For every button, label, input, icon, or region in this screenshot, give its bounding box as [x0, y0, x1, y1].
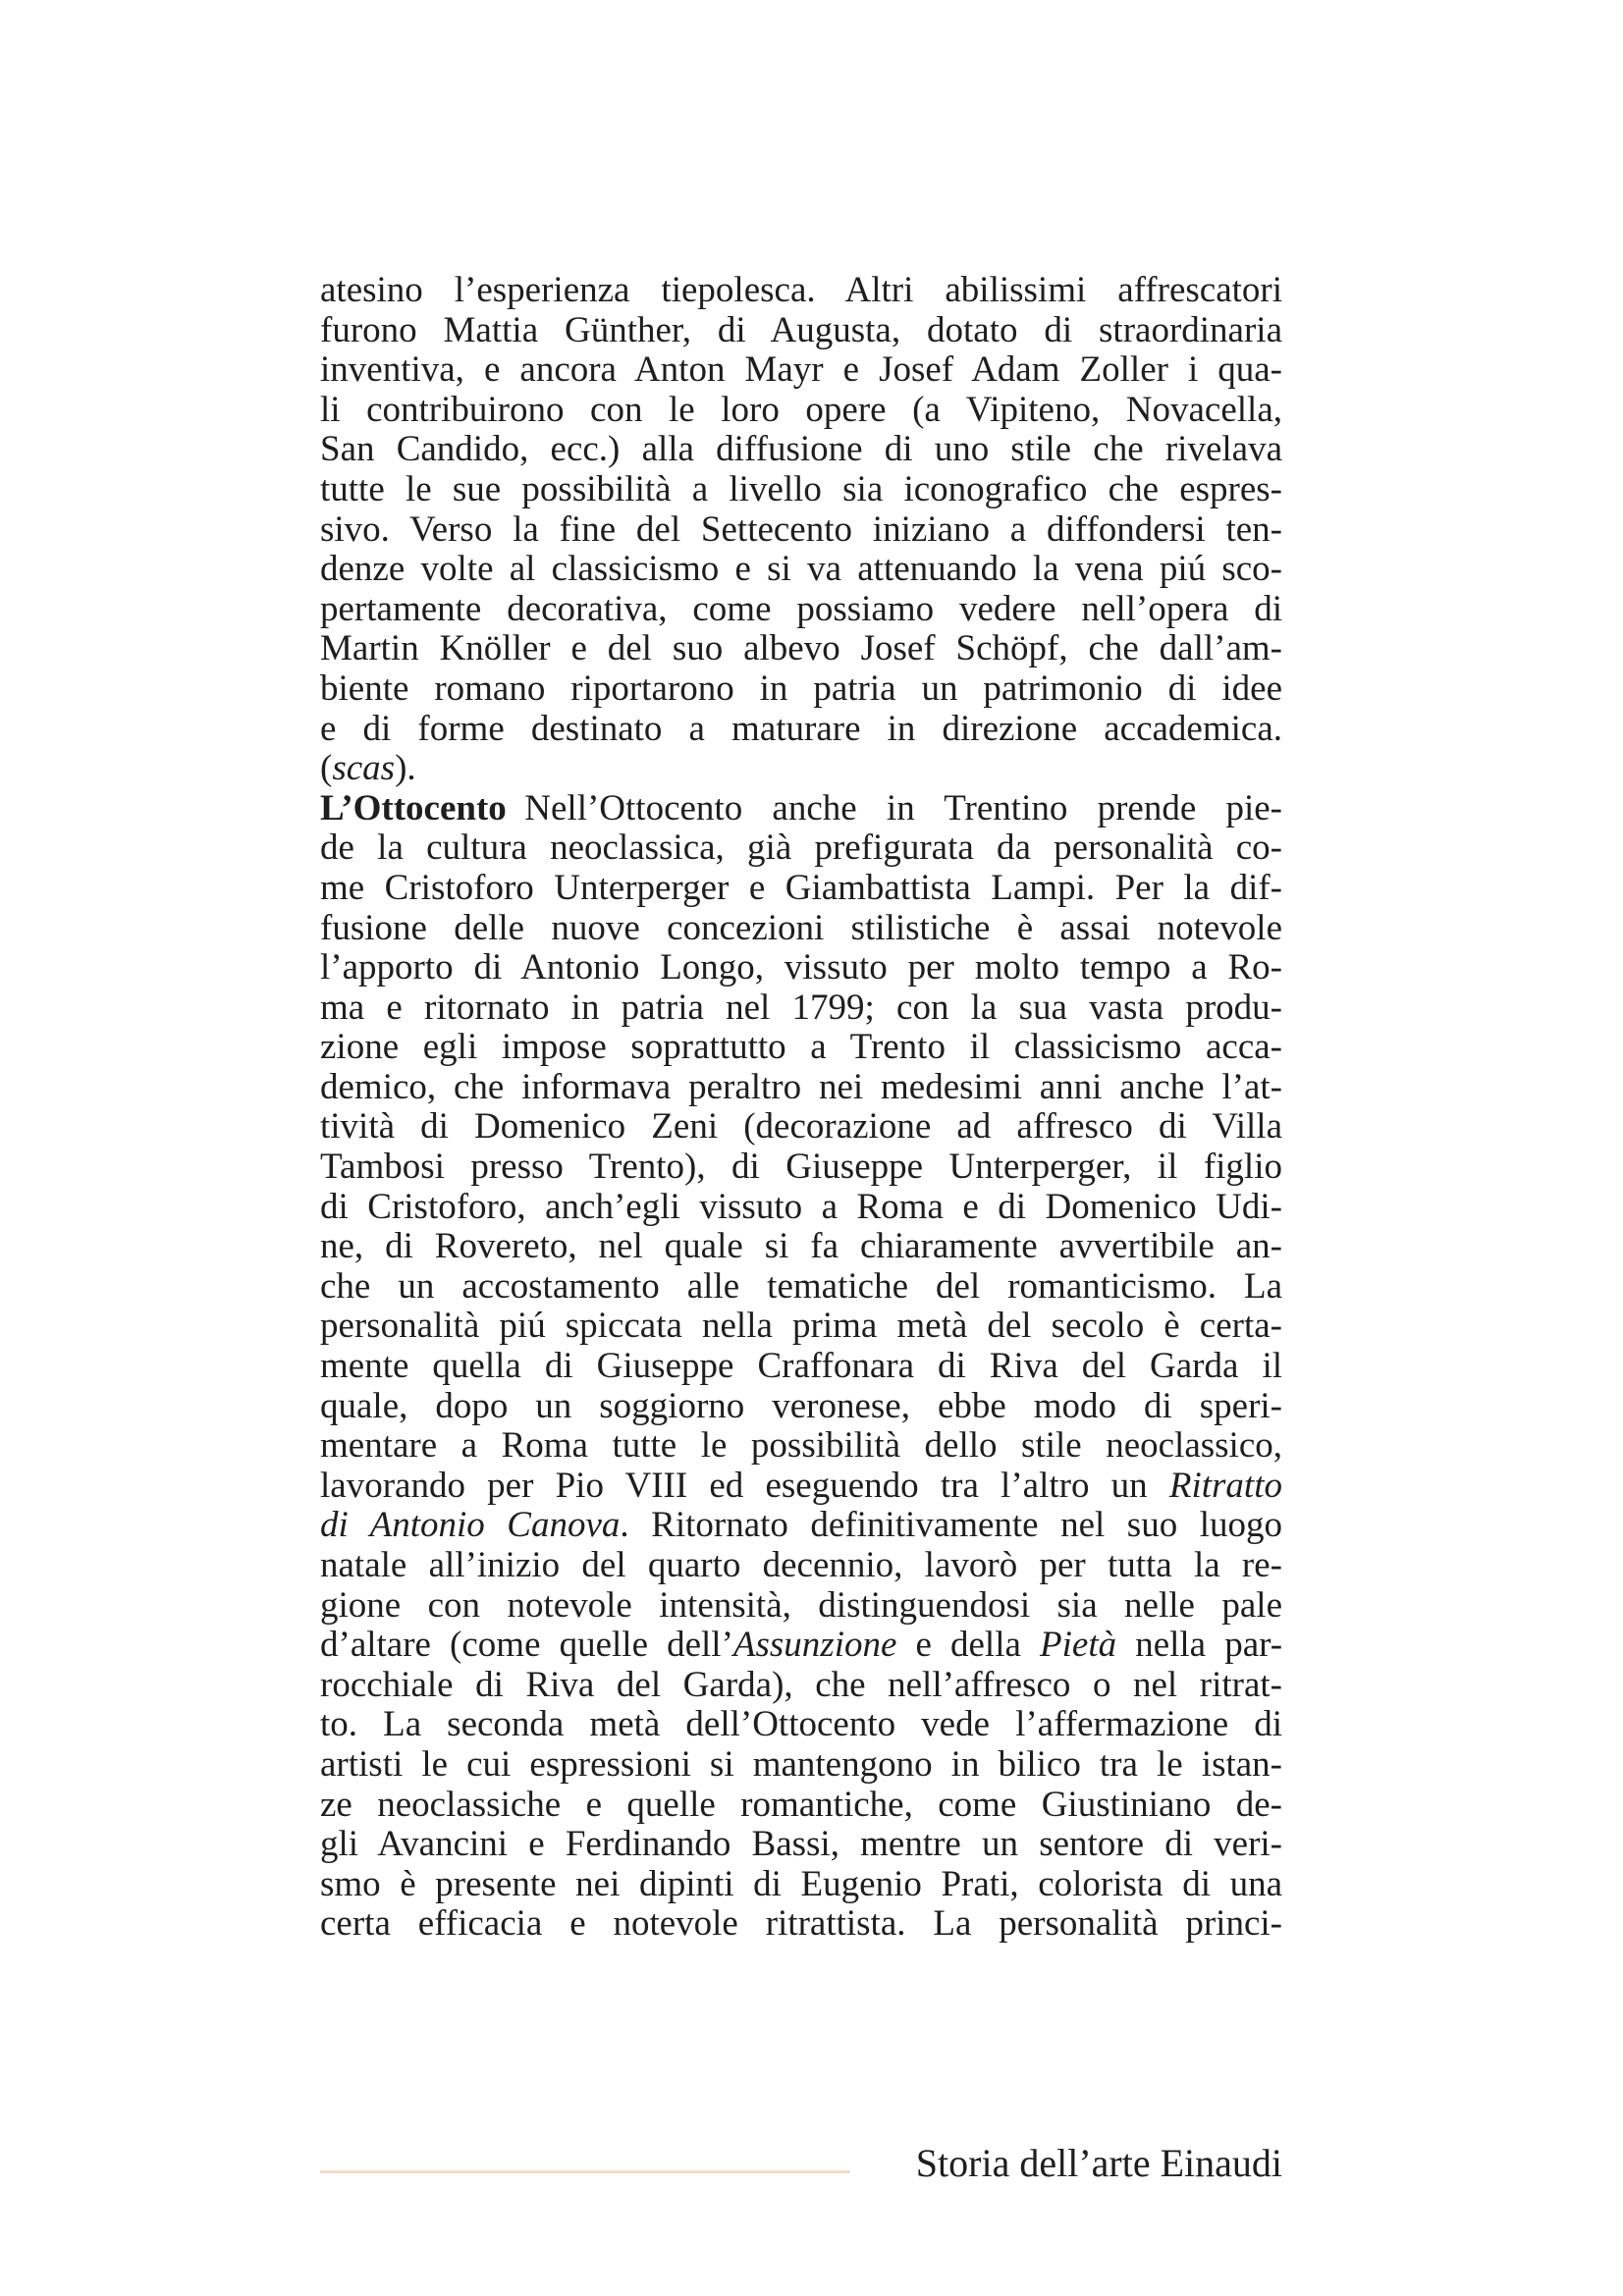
text-line: natale all’inizio del quarto decennio, lavorò per tutta la re-	[320, 1545, 1282, 1585]
text-line: me Cristoforo Unterperger e Giambattista Lampi. Per la dif-	[320, 867, 1282, 908]
text-line: che un accostamento alle tematiche del romanticismo. La	[320, 1265, 1282, 1307]
text-line	[320, 1506, 1282, 1546]
line-text: nella par-	[1116, 1625, 1283, 1666]
text-line: ze neoclassiche e quelle romantiche, come Giustiniano de-	[320, 1784, 1282, 1825]
line-text: (	[320, 748, 333, 789]
text-line: ne, di Rovereto, nel quale si fa chiaramente avvertibile an-	[320, 1226, 1282, 1267]
text-line: furono Mattia Günther, di Augusta, dotato di straordinaria	[320, 309, 1282, 350]
italic-title: Pietà	[1040, 1625, 1117, 1666]
body-text	[320, 271, 1282, 1945]
italic-text: scas	[332, 748, 396, 789]
text-line: sivo. Verso la fine del Settecento iniziano a diffondersi ten-	[320, 508, 1282, 550]
text-line: zione egli impose soprattutto a Trento il classicismo acca-	[320, 1027, 1282, 1068]
text-line: demico, che informava peraltro nei medesimi anni anche l’at-	[320, 1066, 1282, 1107]
text-line: biente romano riportarono in patria un patrimonio di idee	[320, 667, 1282, 709]
text-line: denze volte al classicismo e si va attenuando la vena piú sco-	[320, 549, 1282, 590]
text-line: quale, dopo un soggiorno veronese, ebbe modo di speri-	[320, 1385, 1282, 1426]
footer-title: Storia dell’arte Einaudi	[915, 2141, 1282, 2185]
line-text: lavorando per Pio VIII ed eseguendo tra l’altro un	[320, 1465, 1169, 1506]
text-line: l’apporto di Antonio Longo, vissuto per molto tempo a Ro-	[320, 947, 1282, 988]
text-line: certa efficacia e notevole ritrattista. La personalità princi-	[320, 1903, 1282, 1945]
italic-text: di Antonio Canova	[320, 1505, 621, 1546]
text-line: pertamente decorativa, come possiamo vedere nell’opera di	[320, 588, 1282, 629]
text-line: tutte le sue possibilità a livello sia iconografico che espres-	[320, 468, 1282, 509]
line-text: d’altare (come quelle dell’	[320, 1625, 733, 1666]
text-line: gli Avancini e Ferdinando Bassi, mentre un sentore di veri-	[320, 1824, 1282, 1865]
text-line: artisti le cui espressioni si mantengono in bilico tra le istan-	[320, 1743, 1282, 1785]
footer-rule	[320, 2170, 850, 2173]
text-line	[320, 749, 1282, 789]
text-line: di Cristoforo, anch’egli vissuto a Roma e di Domenico Udi-	[320, 1186, 1282, 1227]
line-text: . Ritornato definitivamente nel suo luogo	[620, 1505, 1282, 1546]
text-line	[320, 1626, 1282, 1666]
text-line: mentare a Roma tutte le possibilità dello stile neoclassico,	[320, 1425, 1282, 1467]
italic-title: Assunzione	[732, 1625, 897, 1666]
text-line: rocchiale di Riva del Garda), che nell’affresco o nel ritrat-	[320, 1664, 1282, 1705]
text-line	[320, 1467, 1282, 1507]
text-line: San Candido, ecc.) alla diffusione di uno stile che rivelava	[320, 429, 1282, 470]
text-line: gione con notevole intensità, distinguendosi sia nelle pale	[320, 1584, 1282, 1626]
text-line: li contribuirono con le loro opere (a Vipiteno, Novacella,	[320, 389, 1282, 430]
italic-text: Ritratto	[1168, 1465, 1282, 1506]
line-text: ).	[395, 748, 416, 789]
line-text: Nell’Ottocento anche in Trentino prende pie-	[524, 787, 1282, 828]
text-line: Tambosi presso Trento), di Giuseppe Unterperger, il figlio	[320, 1147, 1282, 1188]
text-line: de la cultura neoclassica, già prefigurata da personalità co-	[320, 828, 1282, 869]
text-line: e di forme destinato a maturare in direzione accademica.	[320, 708, 1282, 749]
text-line: personalità piú spiccata nella prima metà del secolo è certa-	[320, 1306, 1282, 1347]
text-line	[320, 789, 1282, 829]
text-line: Martin Knöller e del suo albevo Josef Schöpf, che dall’am-	[320, 628, 1282, 669]
text-line: ma e ritornato in patria nel 1799; con la sua vasta produ-	[320, 987, 1282, 1028]
line-text: e della	[896, 1625, 1041, 1666]
text-line: mente quella di Giuseppe Craffonara di Riva del Garda il	[320, 1346, 1282, 1387]
text-line: smo è presente nei dipinti di Eugenio Prati, colorista di una	[320, 1863, 1282, 1904]
text-line: tività di Domenico Zeni (decorazione ad affresco di Villa	[320, 1106, 1282, 1148]
text-line: atesino l’esperienza tiepolesca. Altri abilissimi affrescatori	[320, 270, 1282, 310]
section-heading: L’Ottocento	[320, 787, 507, 828]
text-line: fusione delle nuove concezioni stilistiche è assai notevole	[320, 907, 1282, 948]
text-line: inventiva, e ancora Anton Mayr e Josef Adam Zoller i qua-	[320, 349, 1282, 391]
text-line: to. La seconda metà dell’Ottocento vede l’affermazione di	[320, 1704, 1282, 1745]
